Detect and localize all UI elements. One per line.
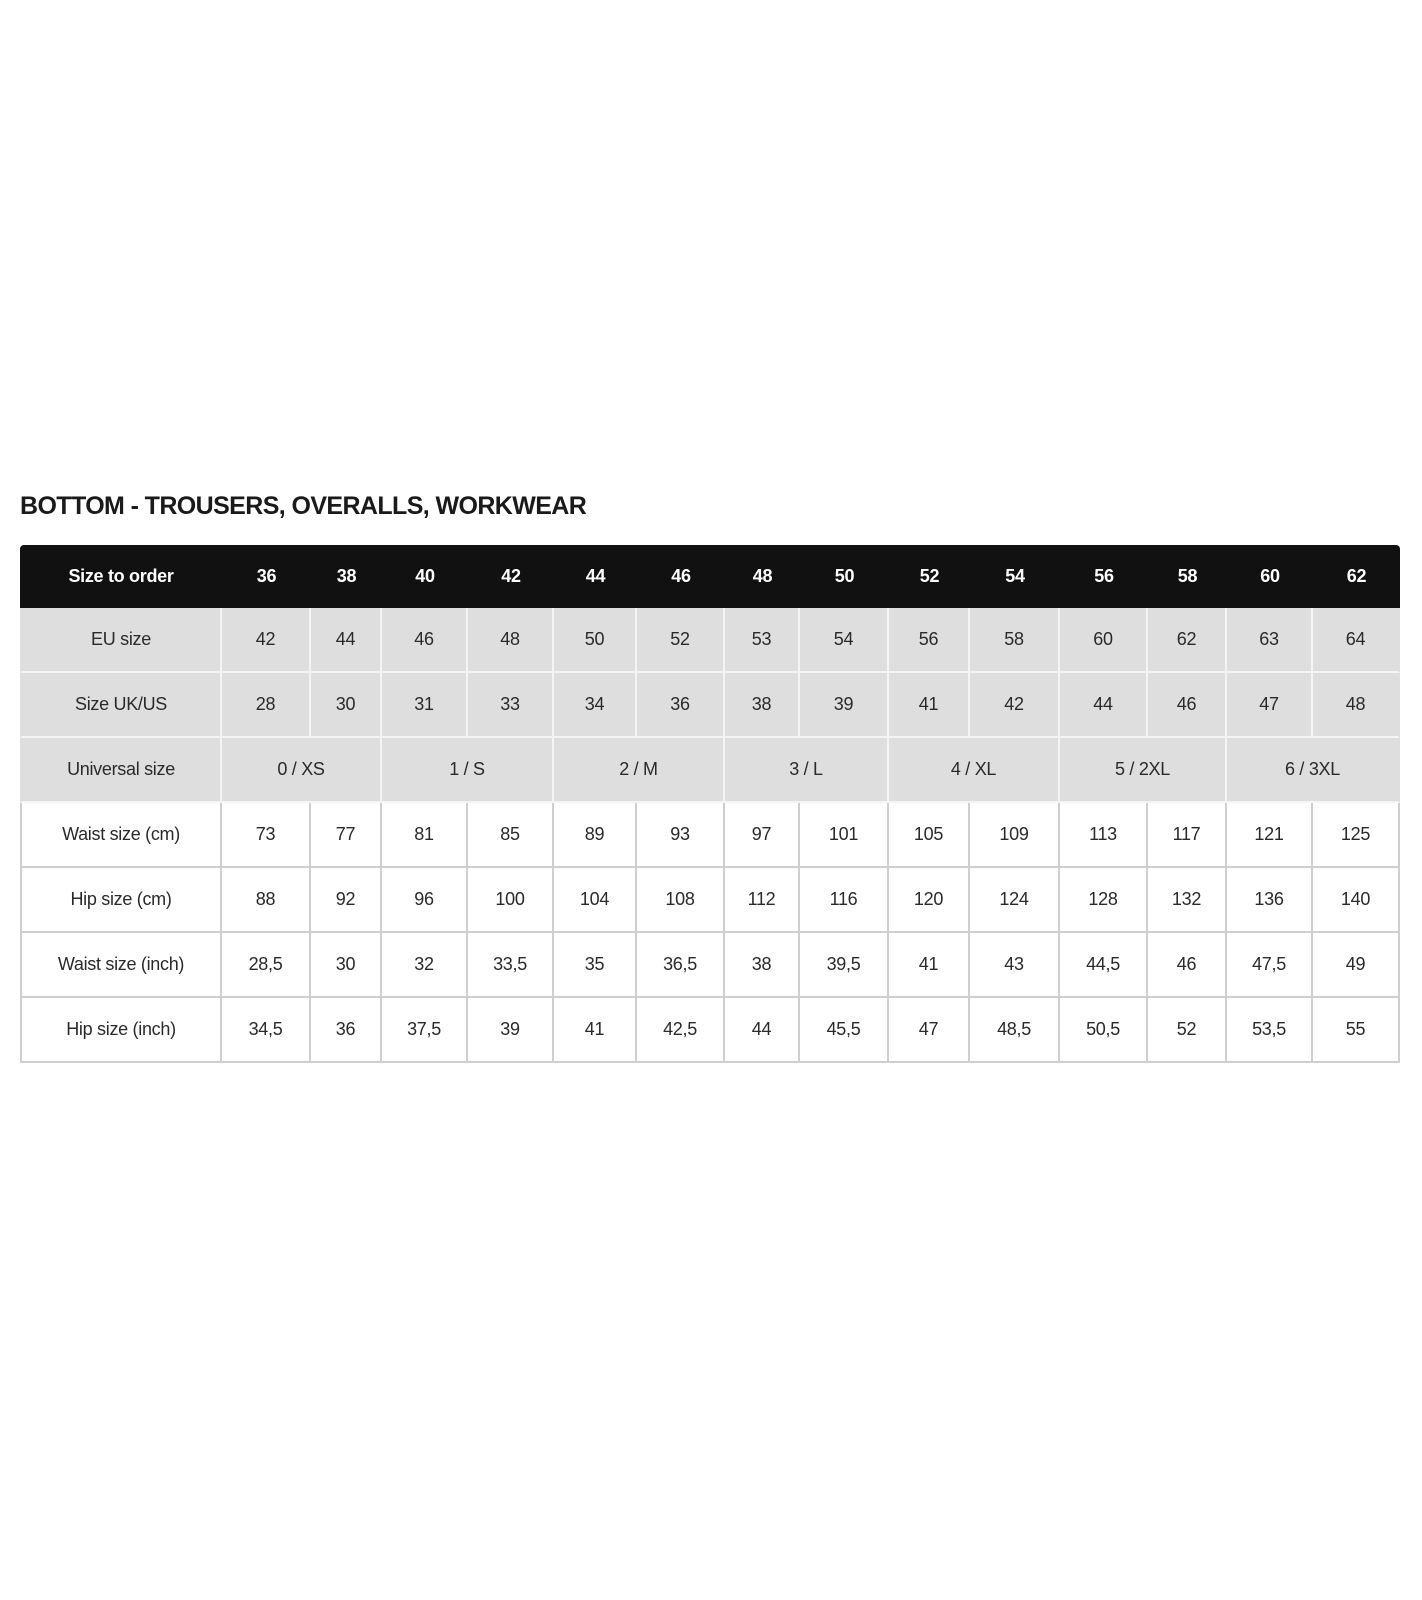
table-cell: 36: [311, 998, 382, 1063]
header-size-cell: 50: [800, 545, 889, 608]
table-cell: 81: [382, 803, 468, 868]
page-title: BOTTOM - TROUSERS, OVERALLS, WORKWEAR: [20, 492, 587, 520]
table-cell: 2 / M: [554, 738, 725, 803]
table-cell: 32: [382, 933, 468, 998]
table-cell: 50,5: [1060, 998, 1148, 1063]
table-cell: 121: [1227, 803, 1313, 868]
size-chart-table: [20, 545, 1400, 1063]
table-cell: 53,5: [1227, 998, 1313, 1063]
table-cell: 60: [1060, 608, 1148, 673]
header-size-cell: 36: [222, 545, 311, 608]
table-cell: 45,5: [800, 998, 889, 1063]
table-cell: 38: [725, 673, 800, 738]
header-size-cell: 44: [554, 545, 637, 608]
table-cell: 28,5: [222, 933, 311, 998]
table-cell: 39: [468, 998, 554, 1063]
table-row-uk-us-size: [20, 673, 1400, 738]
table-cell: 6 / 3XL: [1227, 738, 1400, 803]
row-label: Size UK/US: [20, 673, 222, 738]
table-cell: 88: [222, 868, 311, 933]
table-cell: 63: [1227, 608, 1313, 673]
table-cell: 93: [637, 803, 725, 868]
table-cell: 124: [970, 868, 1060, 933]
table-cell: 39,5: [800, 933, 889, 998]
table-cell: 85: [468, 803, 554, 868]
table-cell: 116: [800, 868, 889, 933]
header-size-cell: 42: [468, 545, 554, 608]
table-cell: 5 / 2XL: [1060, 738, 1227, 803]
table-cell: 44: [311, 608, 382, 673]
table-cell: 96: [382, 868, 468, 933]
table-cell: 101: [800, 803, 889, 868]
header-size-cell: 60: [1227, 545, 1313, 608]
table-cell: 47,5: [1227, 933, 1313, 998]
table-cell: 46: [382, 608, 468, 673]
table-cell: 0 / XS: [222, 738, 382, 803]
header-size-cell: 38: [311, 545, 382, 608]
table-cell: 113: [1060, 803, 1148, 868]
table-cell: 53: [725, 608, 800, 673]
table-cell: 34: [554, 673, 637, 738]
row-label: Hip size (inch): [20, 998, 222, 1063]
table-cell: 30: [311, 673, 382, 738]
table-cell: 46: [1148, 933, 1227, 998]
table-cell: 48: [1313, 673, 1400, 738]
table-cell: 31: [382, 673, 468, 738]
table-cell: 52: [637, 608, 725, 673]
table-cell: 35: [554, 933, 637, 998]
header-size-cell: 62: [1313, 545, 1400, 608]
row-label: Waist size (cm): [20, 803, 222, 868]
table-cell: 43: [970, 933, 1060, 998]
table-cell: 109: [970, 803, 1060, 868]
table-cell: 52: [1148, 998, 1227, 1063]
table-cell: 44: [725, 998, 800, 1063]
row-label: EU size: [20, 608, 222, 673]
table-cell: 48,5: [970, 998, 1060, 1063]
header-size-cell: 52: [889, 545, 970, 608]
header-size-cell: 56: [1060, 545, 1148, 608]
table-cell: 56: [889, 608, 970, 673]
table-cell: 42,5: [637, 998, 725, 1063]
table-cell: 112: [725, 868, 800, 933]
table-cell: 100: [468, 868, 554, 933]
table-cell: 58: [970, 608, 1060, 673]
row-label: Waist size (inch): [20, 933, 222, 998]
header-size-cell: 58: [1148, 545, 1227, 608]
table-cell: 46: [1148, 673, 1227, 738]
table-cell: 47: [889, 998, 970, 1063]
header-size-cell: 48: [725, 545, 800, 608]
table-cell: 105: [889, 803, 970, 868]
table-cell: 97: [725, 803, 800, 868]
table-cell: 44,5: [1060, 933, 1148, 998]
table-cell: 77: [311, 803, 382, 868]
table-cell: 136: [1227, 868, 1313, 933]
table-cell: 30: [311, 933, 382, 998]
table-row-eu-size: [20, 608, 1400, 673]
table-cell: 128: [1060, 868, 1148, 933]
table-cell: 48: [468, 608, 554, 673]
table-cell: 120: [889, 868, 970, 933]
table-cell: 132: [1148, 868, 1227, 933]
table-cell: 89: [554, 803, 637, 868]
table-cell: 28: [222, 673, 311, 738]
table-row-hip-inch: [20, 998, 1400, 1063]
table-cell: 42: [222, 608, 311, 673]
row-label: Universal size: [20, 738, 222, 803]
table-cell: 39: [800, 673, 889, 738]
header-size-cell: 40: [382, 545, 468, 608]
table-row-hip-cm: [20, 868, 1400, 933]
header-label: Size to order: [20, 545, 222, 608]
table-cell: 104: [554, 868, 637, 933]
table-cell: 42: [970, 673, 1060, 738]
row-label: Hip size (cm): [20, 868, 222, 933]
table-cell: 1 / S: [382, 738, 554, 803]
table-cell: 54: [800, 608, 889, 673]
table-cell: 47: [1227, 673, 1313, 738]
table-cell: 37,5: [382, 998, 468, 1063]
table-cell: 33,5: [468, 933, 554, 998]
table-cell: 125: [1313, 803, 1400, 868]
table-cell: 3 / L: [725, 738, 889, 803]
header-row: [20, 545, 1400, 608]
table-cell: 36,5: [637, 933, 725, 998]
table-cell: 108: [637, 868, 725, 933]
table-cell: 41: [889, 933, 970, 998]
table-cell: 41: [554, 998, 637, 1063]
table-cell: 73: [222, 803, 311, 868]
table-cell: 140: [1313, 868, 1400, 933]
table-cell: 44: [1060, 673, 1148, 738]
table-cell: 33: [468, 673, 554, 738]
table-row-waist-cm: [20, 803, 1400, 868]
table-cell: 49: [1313, 933, 1400, 998]
table-cell: 4 / XL: [889, 738, 1060, 803]
table-cell: 41: [889, 673, 970, 738]
table-cell: 64: [1313, 608, 1400, 673]
table-row-waist-inch: [20, 933, 1400, 998]
table-cell: 38: [725, 933, 800, 998]
header-size-cell: 46: [637, 545, 725, 608]
table-cell: 34,5: [222, 998, 311, 1063]
header-size-cell: 54: [970, 545, 1060, 608]
table-cell: 36: [637, 673, 725, 738]
table-cell: 62: [1148, 608, 1227, 673]
table-cell: 55: [1313, 998, 1400, 1063]
table-cell: 50: [554, 608, 637, 673]
table-cell: 92: [311, 868, 382, 933]
table-cell: 117: [1148, 803, 1227, 868]
table-row-universal-size: [20, 738, 1400, 803]
